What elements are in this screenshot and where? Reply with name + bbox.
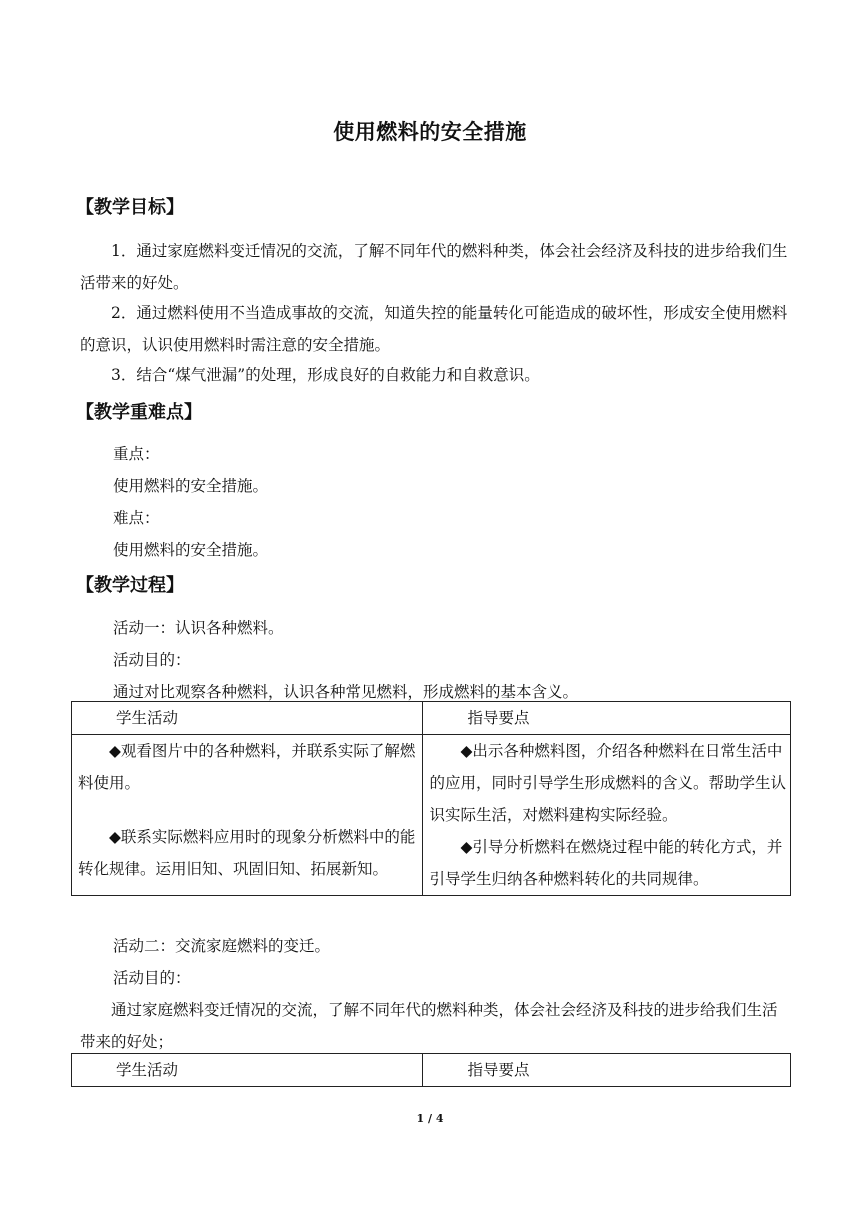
table-row <box>72 735 791 896</box>
activity1-goal-label: 活动目的： <box>113 651 191 669</box>
heading-objectives: 【教学目标】 <box>76 197 184 218</box>
guide-point-2: ◆引导分析燃料在燃烧过程中能的转化方式，并引导学生归纳各种燃料转化的共同规律。 <box>429 838 783 888</box>
activity1-goal: 通过对比观察各种燃料，认识各种常见燃料，形成燃料的基本含义。 <box>113 683 579 701</box>
header-student-activity: 学生活动 <box>116 1061 179 1079</box>
header-guidance: 指导要点 <box>467 1061 530 1079</box>
table-header-cell <box>72 1054 423 1087</box>
table-cell-guide <box>423 735 791 896</box>
difficulty-label: 难点： <box>113 509 160 527</box>
table-header-cell <box>423 1054 791 1087</box>
objective-item-1: 1．通过家庭燃料变迁情况的交流，了解不同年代的燃料种类，体会社会经济及科技的进步给我们生活带来的好处。 <box>80 242 788 292</box>
objective-item-2: 2．通过燃料使用不当造成事故的交流，知道失控的能量转化可能造成的破坏性，形成安全使用燃料的意识，认识使用燃料时需注意的安全措施。 <box>80 304 788 354</box>
document-title: 使用燃料的安全措施 <box>333 119 527 144</box>
student-activity-1: ◆观看图片中的各种燃料，并联系实际了解燃料使用。 <box>78 742 416 792</box>
objective-item-3: 3．结合“煤气泄漏”的处理，形成良好的自救能力和自救意识。 <box>111 366 540 384</box>
page-number: 1 / 4 <box>416 1112 444 1125</box>
heading-key-points: 【教学重难点】 <box>76 402 202 423</box>
activity1-table <box>71 701 791 896</box>
guide-point-1: ◆出示各种燃料图，介绍各种燃料在日常生活中的应用，同时引导学生形成燃料的含义。帮助学生认识实际生活，对燃料建构实际经验。 <box>429 742 786 824</box>
activity2-goal-label: 活动目的： <box>113 969 191 987</box>
activity1-title: 活动一：认识各种燃料。 <box>113 619 284 637</box>
student-activity-2: ◆联系实际燃料应用时的现象分析燃料中的能转化规律。运用旧知、巩固旧知、拓展新知。 <box>78 828 416 878</box>
difficulty-text: 使用燃料的安全措施。 <box>113 541 269 559</box>
activity2-goal: 通过家庭燃料变迁情况的交流，了解不同年代的燃料种类，体会社会经济及科技的进步给我们生活带来的好处； <box>80 1001 778 1051</box>
header-guidance: 指导要点 <box>467 709 530 727</box>
header-student-activity: 学生活动 <box>116 709 179 727</box>
activity2-title: 活动二：交流家庭燃料的变迁。 <box>113 937 331 955</box>
heading-process: 【教学过程】 <box>76 575 184 596</box>
table-cell-student <box>72 735 423 896</box>
table-header-row <box>72 1054 791 1087</box>
table-header-cell <box>423 702 791 735</box>
key-point-label: 重点： <box>113 445 160 463</box>
table-header-row <box>72 702 791 735</box>
table-header-cell <box>72 702 423 735</box>
activity2-table <box>71 1053 791 1087</box>
key-point-text: 使用燃料的安全措施。 <box>113 477 269 495</box>
